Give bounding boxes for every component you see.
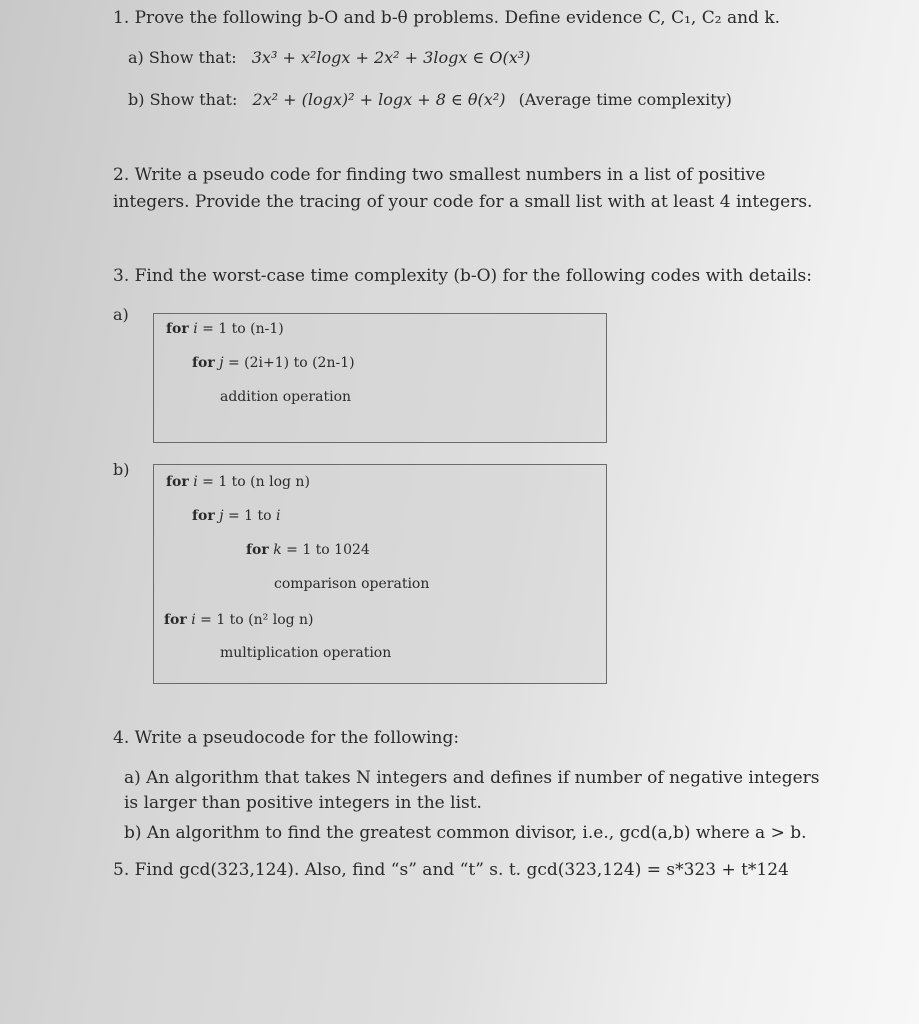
q2-line-2: integers. Provide the tracing of your code for a small list with at least 4 integers. <box>113 192 813 212</box>
q3-b-code-line-4: comparison operation <box>274 576 430 592</box>
q3-b-code-line-5: for i = 1 to (n² log n) <box>164 612 314 628</box>
q2-line-1: 2. Write a pseudo code for finding two smallest numbers in a list of positive <box>113 165 766 185</box>
q1-a-expression: 3x³ + x²logx + 2x² + 3logx ∈ O(x³) <box>251 48 531 67</box>
q3-b-code-box <box>153 464 607 684</box>
q4-a-line-2: is larger than positive integers in the list. <box>124 793 482 813</box>
q3-b-code-line-2: for j = 1 to i <box>192 508 281 524</box>
q1-b-note: (Average time complexity) <box>518 90 732 109</box>
q1-part-a <box>128 48 530 67</box>
q3-a-code-line-1: for i = 1 to (n-1) <box>166 321 284 337</box>
q1-title: 1. Prove the following b-O and b-θ problems. Define evidence C, C₁, C₂ and k. <box>113 8 781 28</box>
q4-a-line-1: a) An algorithm that takes N integers and defines if number of negative integers <box>124 768 820 788</box>
q3-a-code-box <box>153 313 607 443</box>
q3-b-code-line-1: for i = 1 to (n log n) <box>166 474 310 490</box>
q3-title: 3. Find the worst-case time complexity (b-O) for the following codes with details: <box>113 266 812 286</box>
q4-b-line: b) An algorithm to find the greatest common divisor, i.e., gcd(a,b) where a > b. <box>124 823 807 843</box>
q1-b-label: b) Show that: <box>128 90 238 109</box>
q4-title: 4. Write a pseudocode for the following: <box>113 728 460 748</box>
q1-part-b <box>128 90 732 109</box>
q3-b-code-line-6: multiplication operation <box>220 645 392 661</box>
q1-b-expression: 2x² + (logx)² + logx + 8 ∈ θ(x²) <box>252 90 506 109</box>
q1-a-label: a) Show that: <box>128 48 237 67</box>
q5-line: 5. Find gcd(323,124). Also, find “s” and “t” s. t. gcd(323,124) = s*323 + t*124 <box>113 860 789 880</box>
q3-a-code-line-3: addition operation <box>220 389 352 405</box>
q3-a-code-line-2: for j = (2i+1) to (2n-1) <box>192 355 355 371</box>
q3-a-label: a) <box>113 305 129 324</box>
q3-b-code-line-3: for k = 1 to 1024 <box>246 542 370 558</box>
q3-b-label: b) <box>113 460 130 479</box>
